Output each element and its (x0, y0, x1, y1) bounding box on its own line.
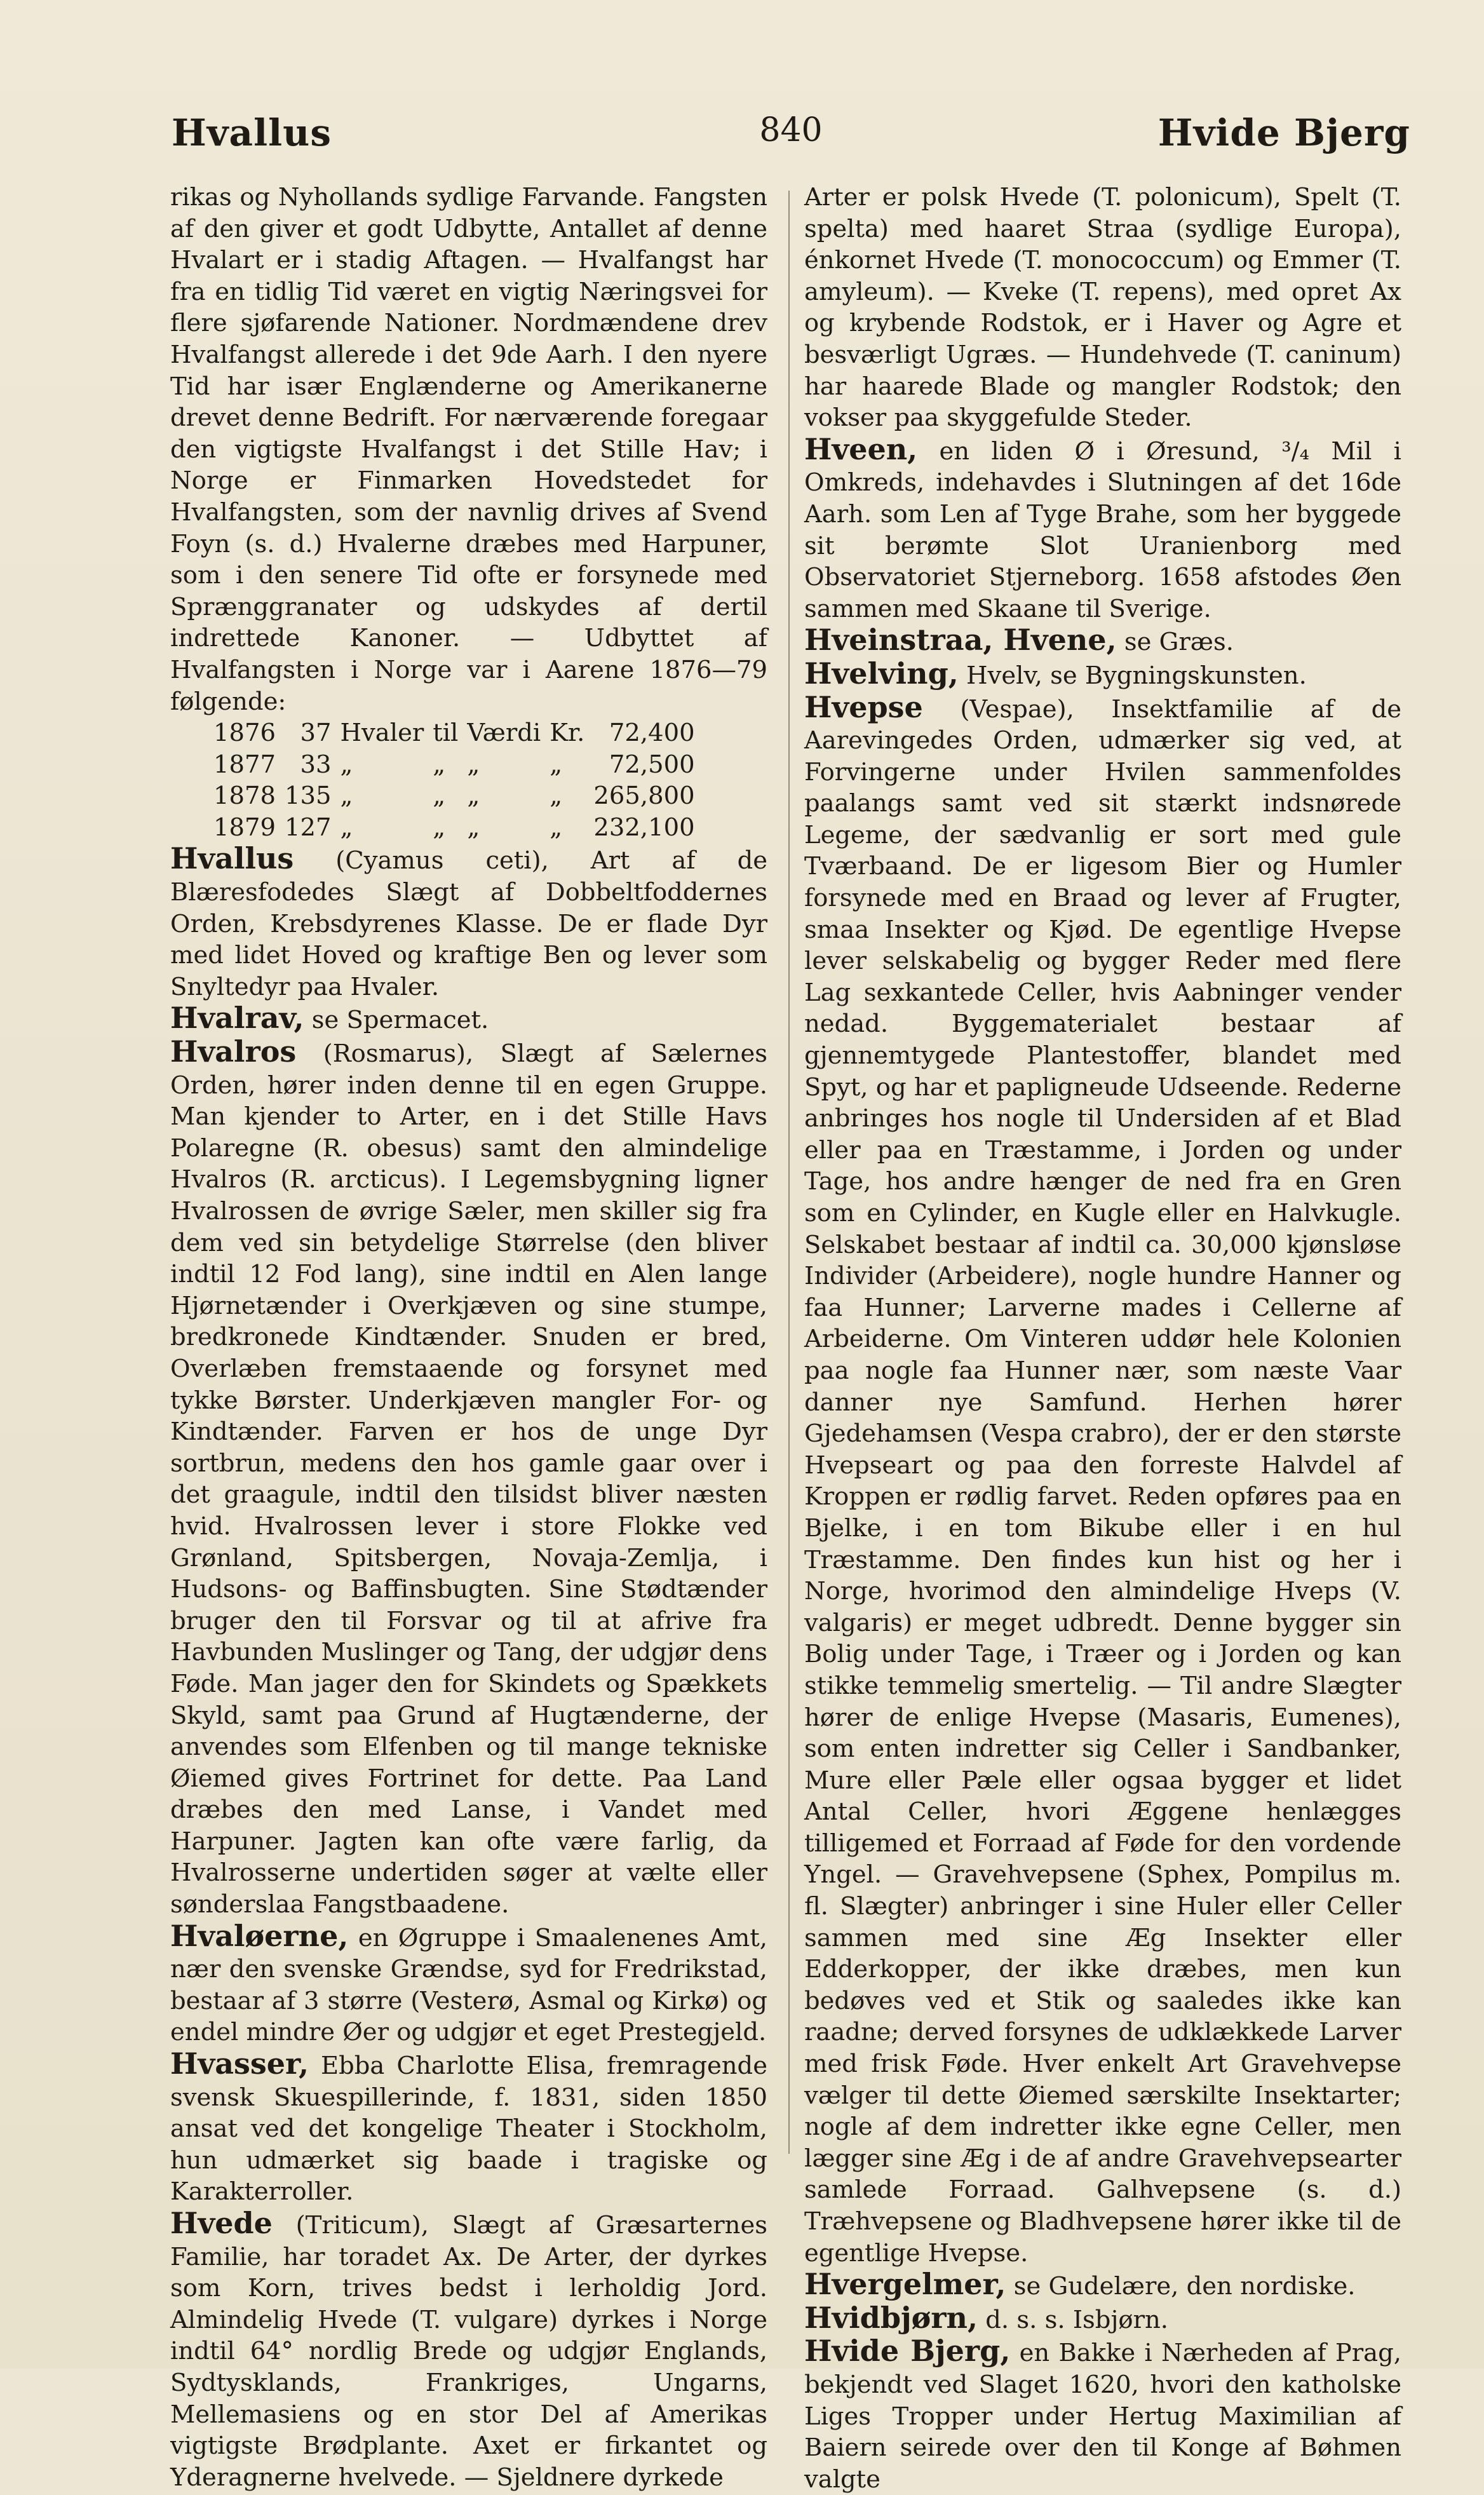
header-left-catchword: Hvallus (172, 111, 332, 154)
catch-cell-value: 232,100 (593, 813, 695, 842)
entry-hvaloerne (170, 1918, 767, 2048)
entry-text: en liden Ø i Øresund, ³/₄ Mil i Omkreds, indehavdes i Slutningen af det 16de Aarh. som Len af Tyge Brahe, som her byggede sit berømte Slot Uranienborg med Observatoriet Stjerneborg. 1658 afstodes Øen sammen med Skaane til Sverige. (804, 436, 1401, 623)
entry-hvalros (170, 1036, 767, 1921)
catch-cell-year: 1879 (213, 813, 276, 842)
catch-cell-count: 127 (284, 813, 332, 842)
headword: Hvasser, (170, 2046, 309, 2081)
catch-row (213, 812, 704, 844)
headword: Hvergelmer, (804, 2267, 1006, 2302)
headword: Hveen, (804, 431, 918, 466)
entry-hvede (170, 2208, 767, 2493)
headword: Hvede (170, 2206, 273, 2240)
entry-text: se Græs. (1116, 628, 1234, 657)
catch-cell-year: 1878 (213, 781, 276, 811)
entry-text: en Øgruppe i Smaalenenes Amt, nær den svenske Grændse, syd for Fredrikstad, bestaar af 3 større (Vesterø, Asmal og Kirkø) og endel mindre Øer og udgjør et eget Prestegjeld. (170, 1923, 767, 2047)
headword: Hvelving, (804, 656, 959, 691)
entry-text: en Bakke i Nærheden af Prag, bekjendt ved Slaget 1620, hvori den katholske Liges Tropper under Hertug Maximilian af Baiern seirede over den til Konge af Bøhmen valgte (804, 2339, 1401, 2494)
catch-cell-value: 72,400 (609, 719, 695, 748)
catch-cell-a: „ (340, 750, 353, 779)
running-header (172, 111, 1410, 168)
catch-cell-c: „ (467, 813, 480, 842)
catch-cell-year: 1877 (213, 750, 276, 779)
entry-hvasser (170, 2048, 767, 2208)
catch-row (213, 717, 704, 749)
catch-cell-value: 72,500 (609, 750, 695, 779)
entry-hvepse (804, 689, 1401, 2269)
headword: Hvepse (804, 689, 923, 724)
catch-row (213, 780, 704, 812)
catch-cell-c: Værdi (467, 719, 541, 748)
entry-hveinstraa (804, 625, 1401, 658)
entry-text: (Cyamus ceti), Art af de Blæresfodedes Slægt af Dobbeltfoddernes Orden, Krebsdyrenes Klasse. De er flade Dyr med lidet Hoved og kraftige Ben og lever som Snyltedyr paa Hvaler. (170, 846, 767, 1001)
catch-row (213, 749, 704, 781)
header-right-catchword: Hvide Bjerg (1157, 111, 1410, 154)
entry-text: (Vespae), Insektfamilie af de Aarevingedes Orden, udmærker sig ved, at Forvingerne under Hvilen sammenfoldes paalangs samt ved sit stærkt indsnørede Legeme, der sædvanlig er sort med gule Tværbaand. De er ligesom Bier og Humler forsynede med en Braad og lever af Frugter, smaa Insekter og Kjød. De egentlige Hvepse lever selskabelig og bygger Reder med flere Lag sexkantede Celler, hvis Aabninger vender nedad. Byggematerialet bestaar af gjennemtygede Plantestoffer, blandet med Spyt, og har et papligneude Udseende. Rederne anbringes hos nogle til Undersiden af et Blad eller paa en Træstamme, i Jorden og under Tage, hos andre hænger de ned fra en Gren som en Cylinder, en Kugle eller en Halvkugle. Selskabet bestaar af indtil ca. 30,000 kjønsløse Individer (Arbeidere), nogle hundre Hanner og faa Hunner; Larverne mades i Cellerne af Arbeiderne. Om Vinteren uddør hele Kolonien paa nogle faa Hunner nær, som næste Vaar danner nye Samfund. Herhen hører Gjedehamsen (Vespa crabro), der er den største Hvepseart og paa den forreste Halvdel af Kroppen er rødlig farvet. Reden opføres paa en Bjelke, i en tom Bikube eller i en hul Træstamme. Den findes kun hist og her i Norge, hvorimod den almindelige Hveps (V. valgaris) er meget udbredt. Denne bygger sin Bolig under Tage, i Træer og i Jorden og kan stikke temmelig smertelig. — Til andre Slægter hører de enlige Hvepse (Masaris, Eumenes), som enten indretter sig Celler i Sandbanker, Mure eller Pæle eller ogsaa bygger et lidet Antal Celler, hvori Æggene henlægges tilligemed et Forraad af Føde for den vordende Yngel. — Gravehvepsene (Sphex, Pompilus m. fl. Slægter) anbringer i sine Huler eller Celler sammen med sine Æg Insekter eller Edderkopper, der ikke dræbes, men kun bedøves ved et Stik og saaledes ikke kan raadne; derved forsynes de udklækkede Larver med frisk Føde. Hver enkelt Art Gravehvepse vælger til dette Øiemed særskilte Insektarter; nogle af dem indretter ikke egne Celler, men lægger sine Æg i de af andre Gravehvepsearter samlede Forraad. Galhvepsene (s. d.) Træhvepsene og Bladhvepsene hører ikke til de egentlige Hvepse. (804, 694, 1401, 2268)
entry-hveen (804, 431, 1401, 625)
catch-cell-b: „ (433, 781, 446, 811)
headword: Hvaløerne, (170, 1918, 349, 1953)
continued-paragraph: rikas og Nyhollands sydlige Farvande. Fangsten af den giver et godt Udbytte, Antallet af denne Hvalart er i stadig Aftagen. — Hvalfangst har fra en tidlig Tid været en vigtig Næringsvei for flere sjøfarende Nationer. Nordmændene drev Hvalfangst allerede i det 9de Aarh. I den nyere Tid har især Englænderne og Amerikanerne drevet denne Bedrift. For nærværende foregaar den vigtigste Hvalfangst i det Stille Hav; i Norge er Finmarken Hovedstedet for Hvalfangsten, som der navnlig drives af Svend Foyn (s. d.) Hvalerne dræbes med Harpuner, som i den senere Tid ofte er forsynede med Sprænggranater og udskydes af dertil indrettede Kanoner. — Udbyttet af Hvalfangsten i Norge var i Aarene 1876—79 følgende: (170, 183, 767, 716)
entry-text: se Spermacet. (304, 1006, 489, 1035)
entry-text: Ebba Charlotte Elisa, fremragende svensk Skuespillerinde, f. 1831, siden 1850 ansat ved det kongelige Theater i Stockholm, hun udmærket sig baade i tragiske og Karakterroller. (170, 2052, 767, 2207)
right-column (804, 182, 1401, 2495)
entry-text: (Rosmarus), Slægt af Sælernes Orden, hører inden denne til en egen Gruppe. Man kjender to Arter, en i det Stille Havs Polaregne (R. obesus) samt den almindelige Hvalros (R. arcticus). I Legemsbygning ligner Hvalrossen de øvrige Sæler, men skiller sig fra dem ved sin betydelige Størrelse (den bliver indtil 12 Fod lang), sine indtil en Alen lange Hjørnetænder i Overkjæven og sine stumpe, bredkronede Kindtænder. Snuden er bred, Overlæben fremstaaende og forsynet med tykke Børster. Underkjæven mangler For- og Kindtænder. Farven er hos de unge Dyr sortbrun, medens den hos gamle gaar over i det graagule, indtil den tilsidst bliver næsten hvid. Hvalrossen lever i store Flokke ved Grønland, Spitsbergen, Novaja-Zemlja, i Hudsons- og Baffinsbugten. Sine Stødtænder bruger den til Forsvar og til at afrive fra Havbunden Muslinger og Tang, der udgjør dens Føde. Man jager den for Skindets og Spækkets Skyld, samt paa Grund af Hugtænderne, der anvendes som Elfenben og til mange tekniske Øiemed gives Fortrinet for dette. Paa Land dræbes den med Lanse, i Vandet med Harpuner. Jagten kan ofte være farlig, da Hvalrosserne undertiden søger at vælte eller sønderslaa Fangstbaadene. (170, 1039, 767, 1919)
catch-cell-count: 135 (284, 781, 332, 811)
catch-cell-a: „ (340, 781, 353, 811)
entry-text: d. s. s. Isbjørn. (978, 2305, 1169, 2334)
headword: Hvalrav, (170, 1001, 304, 1036)
entry-hvalrav (170, 1003, 767, 1036)
catch-cell-year: 1876 (213, 719, 276, 748)
catch-cell-count: 33 (300, 750, 332, 779)
page-number: 840 (759, 111, 823, 149)
continued-paragraph: Arter er polsk Hvede (T. polonicum), Spelt (T. spelta) med haaret Straa (sydlige Europa), énkornet Hvede (T. monococcum) og Emmer (T. amyleum). — Kveke (T. repens), med opret Ax og krybende Rodstok, er i Haver og Agre et besværligt Ugræs. — Hundehvede (T. caninum) har haarede Blade og mangler Rodstok; den vokser paa skyggefulde Steder. (804, 183, 1401, 433)
entry-hvidbjorn (804, 2302, 1401, 2336)
headword: Hvide Bjerg, (804, 2334, 1011, 2369)
catch-cell-d: „ (550, 750, 563, 779)
entry-hvallus (170, 843, 767, 1003)
entry-hvergelmer (804, 2269, 1401, 2302)
catch-cell-b: til (433, 719, 459, 748)
catch-cell-d: „ (550, 781, 563, 811)
catch-cell-count: 37 (300, 719, 332, 748)
whaling-catch-table (213, 717, 704, 843)
catch-cell-d: „ (550, 813, 563, 842)
catch-cell-b: „ (433, 813, 446, 842)
column-divider (788, 191, 790, 2154)
catch-cell-a: „ (340, 813, 353, 842)
catch-cell-value: 265,800 (593, 781, 695, 811)
entry-text: Hvelv, se Bygningskunsten. (958, 661, 1307, 690)
catch-cell-a: Hvaler (340, 719, 424, 748)
catch-cell-b: „ (433, 750, 446, 779)
headword: Hvallus (170, 841, 294, 876)
entry-text: se Gudelære, den nordiske. (1006, 2272, 1356, 2301)
entry-hvelving (804, 658, 1401, 692)
entry-text: (Triticum), Slægt af Græsarternes Familie, har toradet Ax. De Arter, der dyrkes som Korn, trives bedst i lerholdig Jord. Almindelig Hvede (T. vulgare) dyrkes i Norge indtil 64° nordlig Brede og udgjør Englands, Sydtysklands, Frankriges, Ungarns, Mellemasiens og en stor Del af Amerikas vigtigste Brødplante. Axet er firkantet og Yderagnerne hvelvede. — Sjeldnere dyrkede (170, 2211, 767, 2492)
headword: Hvalros (170, 1034, 297, 1069)
left-column (170, 182, 767, 2493)
catch-cell-d: Kr. (550, 719, 585, 748)
catch-cell-c: „ (467, 781, 480, 811)
entry-hvide-bjerg (804, 2336, 1401, 2495)
headword: Hveinstraa, Hvene, (804, 623, 1117, 658)
catch-cell-c: „ (467, 750, 480, 779)
headword: Hvidbjørn, (804, 2300, 978, 2335)
